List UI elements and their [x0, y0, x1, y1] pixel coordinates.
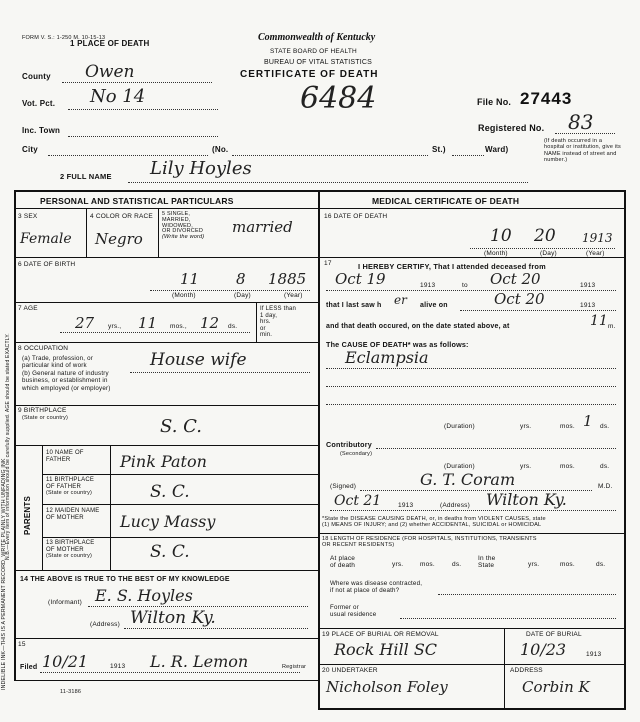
age-divider	[256, 303, 257, 342]
row-rule	[14, 302, 319, 303]
personal-section-title: PERSONAL AND STATISTICAL PARTICULARS	[40, 196, 234, 206]
board-heading: STATE BOARD OF HEALTH	[270, 48, 357, 55]
undertaker-address-label: ADDRESS	[510, 667, 543, 674]
at-place-label	[330, 555, 355, 569]
filed-number: 15	[18, 641, 26, 648]
row-rule	[14, 405, 319, 406]
row-rule	[42, 474, 319, 475]
undertaker-value: Nicholson Foley	[326, 678, 448, 696]
age-days: 12	[200, 314, 220, 332]
city-line	[48, 155, 208, 156]
cause-line-2	[326, 386, 616, 387]
marital-label-line: WIDOWED,	[162, 222, 193, 229]
at-place-label-line: At place	[330, 555, 356, 562]
in-the-state-label	[478, 555, 495, 569]
cause-label: The CAUSE OF DEATH* was as follows:	[326, 340, 469, 349]
burial-divider	[504, 628, 505, 710]
filed-label: Filed	[20, 664, 38, 671]
color-value: Negro	[95, 230, 143, 248]
father-name-label	[46, 450, 84, 463]
last-saw-fill: er	[394, 293, 407, 307]
ward-line	[452, 155, 484, 156]
date-burial-label: DATE OF BURIAL	[526, 631, 582, 638]
parents-label-divider	[110, 445, 111, 570]
father-name-label-line: FATHER	[46, 456, 71, 463]
row-rule	[319, 664, 625, 665]
occupation-sublabels	[22, 355, 110, 392]
attended-from: Oct 19	[335, 270, 386, 288]
row-rule	[14, 570, 319, 571]
father-birthplace-value: S. C.	[150, 482, 190, 502]
age-mos-label: mos.,	[170, 323, 187, 330]
bureau-heading: BUREAU OF VITAL STATISTICS	[264, 59, 373, 66]
at-place-label-line: of death	[330, 562, 356, 570]
age-label: 7 AGE	[18, 305, 38, 312]
inc-town-line	[68, 136, 218, 137]
age-ds-label: ds.	[228, 323, 238, 330]
signed-address-value: Wilton Ky.	[486, 490, 567, 509]
age-line	[60, 332, 250, 333]
last-saw-date: Oct 20	[494, 290, 545, 308]
informant-label: (Informant)	[48, 599, 82, 606]
mother-name-label-line: 12 MAIDEN NAME	[46, 508, 100, 514]
burial-label: 19 PLACE OF BURIAL OR REMOVAL	[322, 631, 439, 638]
street-line	[232, 155, 428, 156]
row-rule	[319, 533, 625, 534]
burial-date: 10/23	[520, 640, 567, 659]
dob-month: 11	[180, 270, 200, 288]
residence-label-line: 18 LENGTH OF RESIDENCE (FOR HOSPITALS, INSTITUTIONS, TRANSIENTS	[322, 536, 537, 542]
death-year: 1913	[582, 231, 613, 245]
filed-line	[40, 672, 300, 673]
date-of-death-label: 16 DATE OF DEATH	[324, 213, 388, 220]
residence-state-ds: ds.	[596, 561, 606, 568]
county-line	[62, 82, 212, 83]
marital-label-line: OR DIVORCED	[162, 228, 204, 235]
signed-value: G. T. Coram	[420, 470, 516, 489]
contributory-label: Contributory	[326, 440, 372, 449]
duration-label: (Duration)	[444, 423, 475, 430]
attended-line	[326, 290, 616, 291]
certificate-title: CERTIFICATE OF DEATH	[240, 69, 379, 80]
date-of-death-line	[470, 248, 615, 249]
row-rule	[42, 504, 319, 505]
duration-ds-label: ds.	[600, 423, 610, 430]
place-of-death-label: 1 PLACE OF DEATH	[70, 39, 150, 48]
signed-address-label: (Address)	[440, 502, 470, 509]
informant-address-value: Wilton Ky.	[130, 608, 216, 628]
row-rule	[319, 257, 625, 258]
marital-label	[162, 212, 204, 241]
burial-value: Rock Hill SC	[334, 640, 438, 659]
if-less-line: min.	[260, 332, 273, 339]
where-contracted-line: Where was disease contracted,	[330, 580, 423, 587]
attended-to-label: to	[462, 282, 468, 289]
birthplace-label: 9 BIRTHPLACE	[18, 407, 67, 414]
death-month-caption: (Month)	[484, 250, 508, 257]
side-margin-note: N.B.—Every item of information should be carefully supplied. AGE should be stated EXACTLY.	[5, 333, 11, 560]
file-no-label: File No.	[477, 97, 512, 107]
county-label: County	[22, 72, 51, 81]
residence-label-line: OR RECENT RESIDENTS)	[322, 542, 395, 549]
left-margin-note: INDELIBLE INK—THIS IS A PERMANENT RECORD. WRITE PLAINLY WITH UNFADING INK	[1, 458, 7, 690]
last-saw-text: that I last saw h	[326, 302, 382, 309]
inc-town-label: Inc. Town	[22, 126, 61, 135]
mother-name-label-line: OF MOTHER	[46, 514, 84, 521]
father-birthplace-label-line: 11 BIRTHPLACE	[46, 477, 95, 483]
death-day: 20	[534, 226, 556, 246]
frame-right-rule	[624, 190, 626, 710]
section-header-rule	[14, 208, 626, 209]
frame-top-rule	[14, 190, 626, 192]
frame-bottom-rule	[319, 708, 626, 710]
occupation-line	[130, 372, 310, 373]
occupation-sub-line: particular kind of work	[22, 362, 87, 370]
death-day-caption: (Day)	[540, 250, 557, 257]
secondary-label: (Secondary)	[340, 451, 373, 457]
death-occurred-text: and that death occured, on the date stated above, at	[326, 323, 510, 330]
occupation-sub-line: business, or establishment in	[22, 377, 108, 385]
filed-date: 10/21	[42, 652, 89, 671]
if-less-line: or	[260, 325, 266, 332]
county-value: Owen	[85, 62, 135, 82]
informant-line	[88, 606, 308, 607]
occupation-sub-line: (a) Trade, profession, or	[22, 355, 94, 362]
registrar-label: Registrar	[282, 664, 307, 670]
true-statement: 14 THE ABOVE IS TRUE TO THE BEST OF MY KNOWLEDGE	[20, 576, 230, 583]
death-month: 10	[490, 226, 512, 246]
former-residence-line: Former or	[330, 604, 359, 611]
mother-birthplace-label-line: (State or country)	[46, 553, 93, 560]
stamp-number: 6484	[300, 81, 377, 116]
father-birthplace-label-line: OF FATHER	[46, 483, 82, 490]
residence-state-mos: mos.	[560, 561, 575, 568]
row-rule	[14, 638, 319, 639]
frame-center-rule	[318, 190, 320, 710]
undertaker-label: 20 UNDERTAKER	[322, 667, 378, 674]
sex-value: Female	[20, 231, 72, 247]
row-rule	[14, 257, 319, 258]
form-number: FORM V. S.: 1-250 M. 10-15-13	[22, 35, 106, 41]
row-rule	[14, 680, 319, 681]
contributory-line	[376, 448, 616, 449]
frame-left-rule	[14, 190, 16, 680]
color-label: 4 COLOR OR RACE	[90, 213, 153, 220]
informant-value: E. S. Hoyles	[95, 586, 193, 605]
city-label: City	[22, 145, 38, 154]
informant-address-label: (Address)	[90, 621, 120, 628]
md-label: M.D.	[598, 483, 613, 490]
birthplace-sublabel: (State or country)	[22, 415, 69, 421]
death-year-caption: (Year)	[586, 250, 605, 257]
cause-footnote-line: (1) MEANS OF INJURY; and (2) whether ACCIDENTAL, SUICIDAL or HOMICIDAL	[322, 522, 542, 529]
undertaker-address-value: Corbin K	[522, 678, 590, 696]
signed-date: Oct 21	[334, 493, 382, 509]
cause-footnote-line: *State the DISEASE CAUSING DEATH, or, in deaths from VIOLENT CAUSES, state	[322, 516, 546, 522]
row-rule	[14, 342, 319, 343]
father-name-value: Pink Paton	[120, 452, 207, 471]
cause-line-3	[326, 404, 616, 405]
death-time-suffix: m.	[608, 323, 616, 330]
mother-birthplace-label-line: 13 BIRTHPLACE	[46, 540, 95, 546]
dob-day: 8	[236, 270, 246, 288]
marital-value: married	[232, 218, 293, 236]
filed-year: 1913	[110, 663, 126, 670]
informant-address-line	[124, 628, 308, 629]
former-residence-line: usual residence	[330, 611, 377, 619]
occupation-label: 8 OCCUPATION	[18, 345, 69, 352]
registered-no-value: 83	[568, 110, 594, 134]
age-yrs-label: yrs.,	[108, 323, 122, 330]
residence-place-yrs: yrs.	[392, 561, 404, 568]
row-rule	[319, 628, 625, 629]
age-months: 11	[138, 314, 158, 332]
full-name-value: Lily Hoyles	[150, 158, 252, 179]
in-the-state-label-line: State	[478, 562, 495, 570]
attended-year: 1913	[420, 282, 436, 289]
dob-month-caption: (Month)	[172, 292, 196, 299]
father-birthplace-label-line: (State or country)	[46, 490, 93, 497]
dob-year: 1885	[268, 270, 307, 288]
marital-label-line: (Write the word)	[162, 234, 205, 241]
mother-birthplace-label	[46, 540, 95, 559]
certify-number: 17	[324, 260, 332, 267]
occupation-sub-line: which employed (or employer)	[22, 384, 111, 392]
residence-place-mos: mos.	[420, 561, 435, 568]
commonwealth-heading: Commonwealth of Kentucky	[258, 32, 376, 43]
birthplace-value: S. C.	[160, 416, 202, 437]
dob-label: 6 DATE OF BIRTH	[18, 261, 76, 268]
file-no-value: 27443	[520, 89, 573, 108]
former-residence-line-rule	[400, 618, 616, 619]
ward-label: Ward)	[485, 145, 509, 154]
signed-address-line	[330, 510, 616, 511]
full-name-label: 2 FULL NAME	[60, 172, 112, 181]
mother-birthplace-label-line: OF MOTHER	[46, 546, 84, 553]
former-residence-label	[330, 604, 376, 618]
full-name-line	[128, 182, 528, 183]
registered-no-label: Registered No.	[478, 123, 545, 133]
row-rule	[14, 445, 319, 446]
residence-place-ds: ds.	[452, 561, 462, 568]
dob-year-caption: (Year)	[284, 292, 303, 299]
row-rule	[42, 537, 319, 538]
duration-value: 1	[583, 412, 593, 430]
street-no-label: (No.	[212, 145, 229, 154]
contributory-mos-label: mos.	[560, 463, 575, 470]
duration-mos-label: mos.	[560, 423, 575, 430]
marital-label-line: 5 SINGLE,	[162, 211, 191, 217]
burial-year: 1913	[586, 651, 602, 658]
attended-to-year: 1913	[580, 282, 596, 289]
parents-divider	[42, 445, 43, 570]
cause-footnote	[322, 516, 546, 529]
cause-value: Eclampsia	[345, 348, 429, 367]
where-contracted-line-rule	[438, 594, 616, 595]
color-divider	[158, 209, 159, 257]
sex-divider	[86, 209, 87, 257]
if-less-label	[260, 306, 296, 339]
where-contracted-line: if not at place of death?	[330, 587, 400, 595]
if-less-line: 1 day,	[260, 312, 278, 319]
contributory-yrs-label: yrs.	[520, 463, 532, 470]
dob-day-caption: (Day)	[234, 292, 251, 299]
vot-pct-value: No 14	[90, 86, 146, 107]
vot-pct-line	[68, 109, 218, 110]
sex-label: 3 SEX	[18, 213, 38, 220]
cause-line-1	[326, 368, 616, 369]
street-label: St.)	[432, 145, 446, 154]
last-saw-line	[460, 310, 616, 311]
contributory-ds-label: ds.	[600, 463, 610, 470]
if-less-line: hrs.	[260, 319, 271, 326]
hospital-note: (If death occurred in a hospital or institution, give its NAME instead of street and number.)	[544, 138, 621, 163]
father-birthplace-label	[46, 477, 94, 496]
marital-label-line: MARRIED,	[162, 216, 191, 223]
occupation-value: House wife	[150, 350, 247, 370]
last-saw-year: 1913	[580, 302, 596, 309]
in-the-state-label-line: In the	[478, 555, 496, 562]
medical-section-title: MEDICAL CERTIFICATE OF DEATH	[372, 196, 520, 206]
father-name-label-line: 10 NAME OF	[46, 450, 84, 456]
vot-pct-label: Vot. Pct.	[22, 99, 56, 108]
mother-birthplace-value: S. C.	[150, 542, 190, 562]
certify-text: I HEREBY CERTIFY, That I attended deceased from	[358, 262, 546, 271]
residence-label	[322, 536, 537, 549]
duration-yrs-label: yrs.	[520, 423, 532, 430]
residence-state-yrs: yrs.	[528, 561, 540, 568]
parents-label: PARENTS	[23, 495, 32, 535]
attended-to: Oct 20	[490, 270, 541, 288]
registrar-value: L. R. Lemon	[150, 652, 249, 671]
mother-name-value: Lucy Massy	[120, 512, 216, 531]
occupation-sub-line: (b) General nature of industry	[22, 369, 109, 377]
age-years: 27	[75, 314, 95, 332]
form-footer: 11-3186	[60, 689, 82, 695]
death-time: 11	[590, 313, 608, 329]
dob-line	[150, 290, 310, 291]
where-contracted-label	[330, 580, 422, 594]
mother-name-label	[46, 508, 99, 521]
alive-on-label: alive on	[420, 302, 448, 309]
contributory-duration-label: (Duration)	[444, 463, 475, 470]
signed-year: 1913	[398, 502, 414, 509]
signed-label: (Signed)	[330, 483, 357, 490]
if-less-line: If LESS than	[260, 306, 297, 312]
